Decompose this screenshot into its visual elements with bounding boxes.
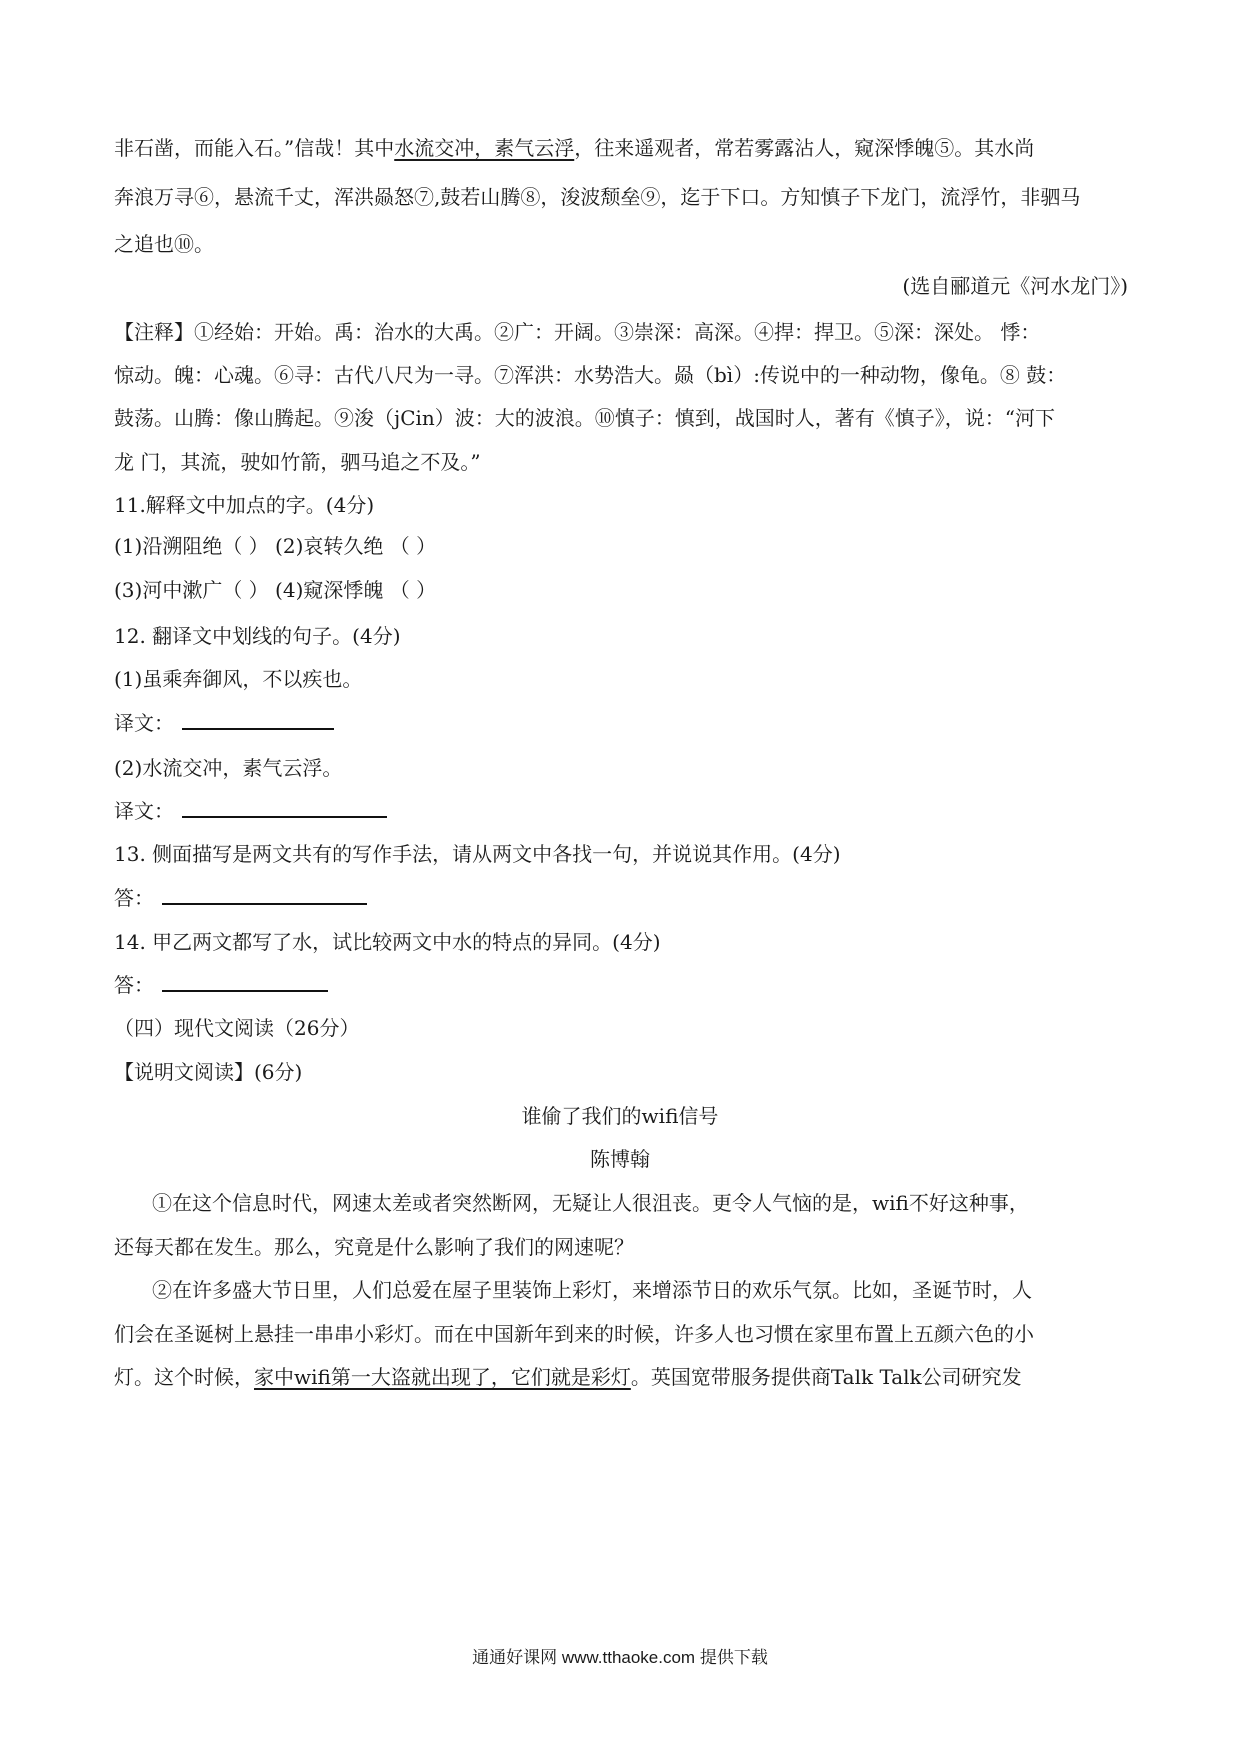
q14-answer	[114, 971, 328, 999]
q11-row-1: (1)沿溯阻绝（ ） (2)哀转久绝 （ ）	[114, 534, 437, 558]
article-author: 陈博翰	[590, 1147, 650, 1171]
article-p2-line-3	[114, 1363, 1022, 1391]
q13-title: 13. 侧面描写是两文共有的写作手法，请从两文中各找一句，并说说其作用。(4分)	[114, 842, 841, 866]
section-heading: （四）现代文阅读（26分）	[114, 1016, 360, 1040]
q12-title: 12. 翻译文中划线的句子。(4分)	[114, 624, 401, 648]
article-p1-line-2: 还每天都在发生。那么，究竟是什么影响了我们的网速呢？	[114, 1235, 634, 1259]
notes-line-2: 惊动。魄：心魂。⑥寻：古代八尺为一寻。⑦浑洪：水势浩大。赑（bì）:传说中的一种动物，像龟。⑧ 鼓：	[114, 363, 1067, 387]
passage-line-2: 奔浪万寻⑥，悬流千丈，浑洪赑怒⑦,鼓若山腾⑧，浚波颓垒⑨，迄于下口。方知慎子下龙门，流浮竹，非驷马	[114, 185, 1081, 209]
q12-answer-2	[114, 797, 387, 825]
q12-sentence-2: (2)水流交冲，素气云浮。	[114, 756, 343, 780]
answer-label: 答：	[114, 973, 154, 997]
passage-line-1	[114, 134, 1034, 162]
answer-label: 答：	[114, 886, 154, 910]
answer-label: 译文：	[114, 799, 174, 823]
q11-row-2: (3)河中漱广（ ） (4)窥深悸魄 （ ）	[114, 578, 437, 602]
notes-line-1: 【注释】①经始：开始。禹：治水的大禹。②广：开阔。③崇深：高深。④捍：捍卫。⑤深：深处。 悸：	[114, 320, 1041, 344]
q14-title: 14. 甲乙两文都写了水，试比较两文中水的特点的异同。(4分)	[114, 930, 661, 954]
notes-line-4: 龙 门，其流，驶如竹箭，驷马追之不及。”	[114, 450, 481, 474]
article-p2-line-2: 们会在圣诞树上悬挂一串串小彩灯。而在中国新年到来的时候，许多人也习惯在家里布置上五颜六色的小	[114, 1322, 1034, 1346]
article-title: 谁偷了我们的wifi信号	[521, 1104, 719, 1128]
article-text: 。英国宽带服务提供商Talk Talk公司研究发	[630, 1365, 1022, 1389]
answer-blank[interactable]	[182, 710, 334, 730]
q11-title: 11.解释文中加点的字。(4分)	[114, 493, 375, 517]
article-p2-line-1: ②在许多盛大节日里，人们总爱在屋子里装饰上彩灯，来增添节日的欢乐气氛。比如，圣诞节时，人	[152, 1278, 1032, 1302]
section-subheading: 【说明文阅读】(6分)	[114, 1060, 303, 1084]
passage-text: 非石凿，而能入石。”信哉！其中	[114, 136, 395, 160]
q13-answer	[114, 884, 367, 912]
underlined-sentence: 水流交冲，素气云浮	[394, 136, 575, 160]
answer-label: 译文：	[114, 711, 174, 735]
answer-blank[interactable]	[162, 972, 328, 992]
answer-blank[interactable]	[182, 798, 387, 818]
underlined-sentence: 家中wifi第一大盗就出现了，它们就是彩灯	[254, 1365, 631, 1389]
passage-text: ，往来遥观者，常若雾露沾人，窥深悸魄⑤。其水尚	[574, 136, 1035, 160]
passage-source: (选自郦道元《河水龙门》)	[902, 274, 1128, 298]
article-text: 灯。这个时候，	[114, 1365, 254, 1389]
q12-answer-1	[114, 709, 334, 737]
page-footer: 通通好课网 www.tthaoke.com 提供下载	[472, 1648, 768, 1667]
answer-blank[interactable]	[162, 885, 367, 905]
passage-line-3: 之追也⑩。	[114, 232, 214, 256]
q12-sentence-1: (1)虽乘奔御风，不以疾也。	[114, 667, 363, 691]
article-p1-line-1: ①在这个信息时代，网速太差或者突然断网，无疑让人很沮丧。更令人气恼的是，wifi不好这种事，	[152, 1191, 1029, 1215]
notes-line-3: 鼓荡。山腾：像山腾起。⑨浚（jCin）波：大的波浪。⑩慎子：慎到，战国时人，著有《慎子》，说：“河下	[114, 406, 1056, 430]
